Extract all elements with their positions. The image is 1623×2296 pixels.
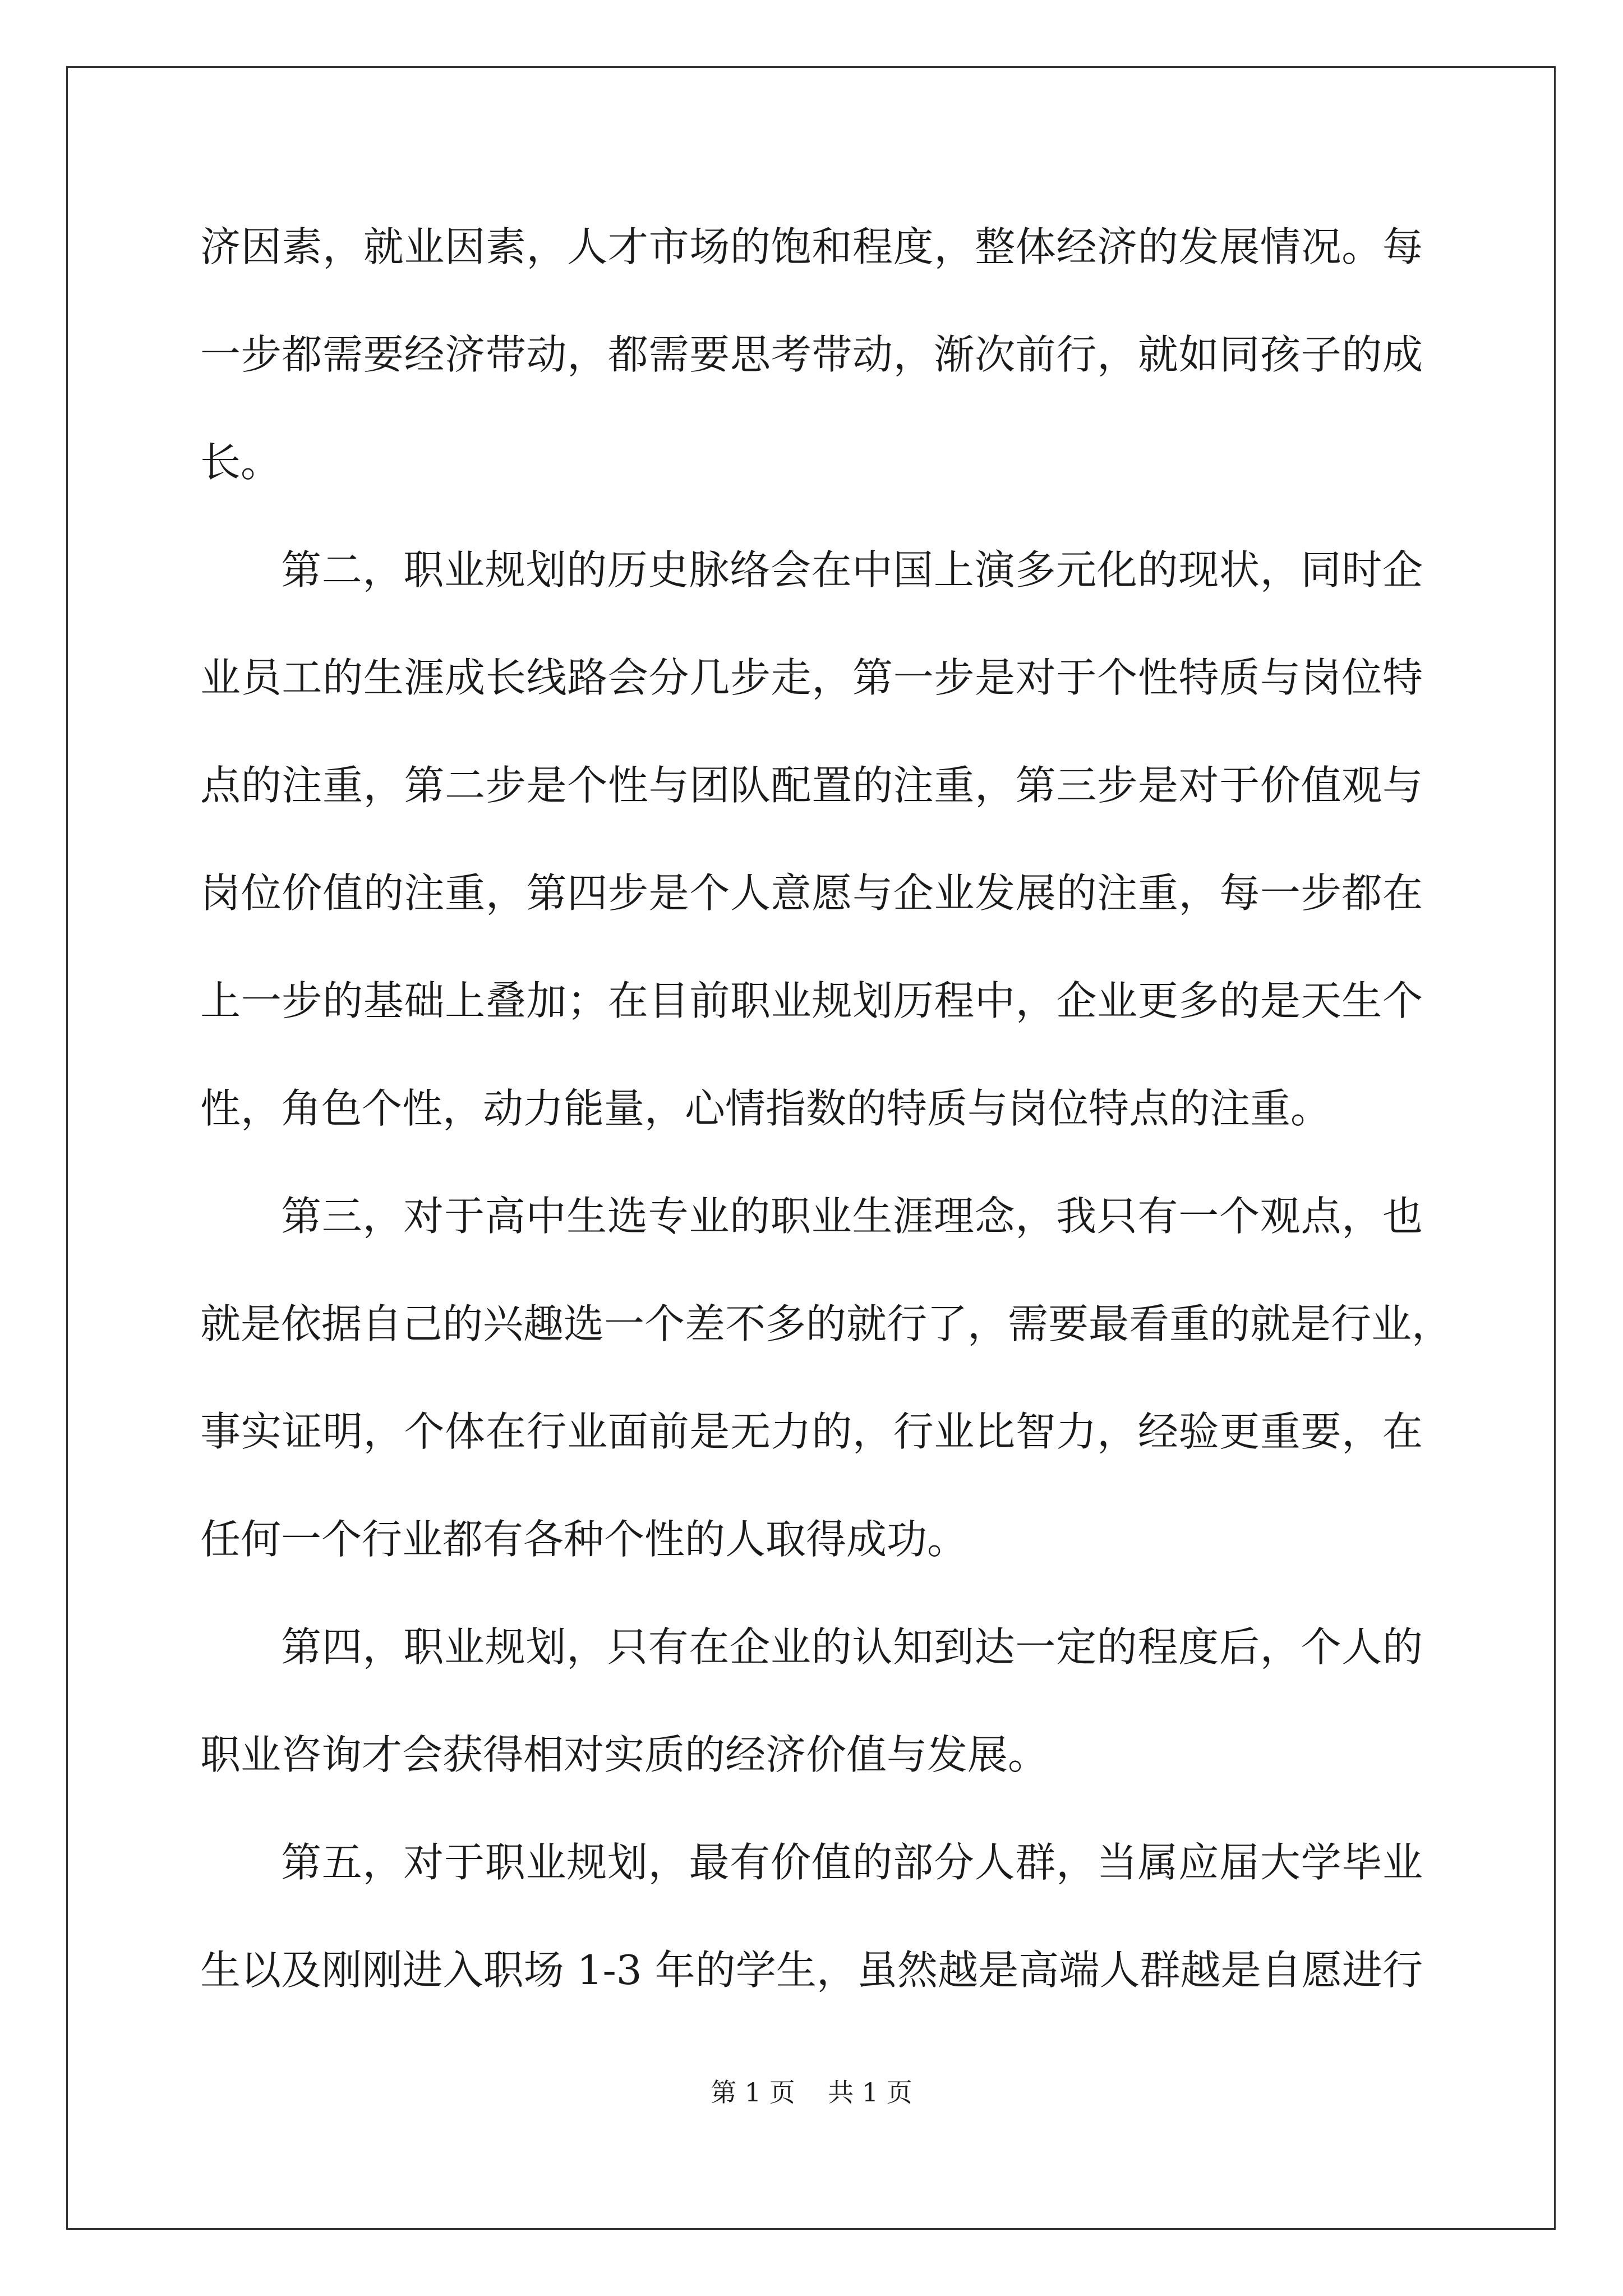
text-line-5: 业员工的生涯成长线路会分几步走，第一步是对于个性特质与岗位特 [200,654,1423,701]
text-line-14: 第四，职业规划，只有在企业的认知到达一定的程度后，个人的 [281,1623,1423,1671]
text-line-6: 点的注重，第二步是个性与团队配置的注重，第三步是对于价值观与 [200,762,1423,809]
text-line-4: 第二，职业规划的历史脉络会在中国上演多元化的现状，同时企 [281,546,1423,593]
page-footer [0,2076,1623,2109]
text-line-2: 一步都需要经济带动，都需要思考带动，渐次前行，就如同孩子的成 [200,331,1423,378]
text-line-12: 事实证明，个体在行业面前是无力的，行业比智力，经验更重要，在 [200,1408,1423,1455]
page-number-current: 第 1 页 [711,2077,795,2108]
page-number-total: 共 1 页 [828,2077,912,2108]
text-line-3: 长。 [200,439,282,486]
page-border [66,66,1556,2230]
text-line-9: 性，角色个性，动力能量，心情指数的特质与岗位特点的注重。 [200,1085,1331,1132]
text-line-13: 任何一个行业都有各种个性的人取得成功。 [200,1516,968,1563]
text-line-1: 济因素，就业因素，人才市场的饱和程度，整体经济的发展情况。每 [200,223,1423,270]
text-line-11: 就是依据自己的兴趣选一个差不多的就行了，需要最看重的就是行业， [200,1300,1453,1347]
text-line-7: 岗位价值的注重，第四步是个人意愿与企业发展的注重，每一步都在 [200,869,1423,917]
text-line-17: 生以及刚刚进入职场 1-3 年的学生，虽然越是高端人群越是自愿进行 [200,1947,1423,1994]
text-line-10: 第三，对于高中生选专业的职业生涯理念，我只有一个观点，也 [281,1193,1423,1240]
text-line-8: 上一步的基础上叠加；在目前职业规划历程中，企业更多的是天生个 [200,977,1423,1024]
text-line-15: 职业咨询才会获得相对实质的经济价值与发展。 [200,1731,1049,1778]
text-line-16: 第五，对于职业规划，最有价值的部分人群，当属应届大学毕业 [281,1839,1423,1886]
